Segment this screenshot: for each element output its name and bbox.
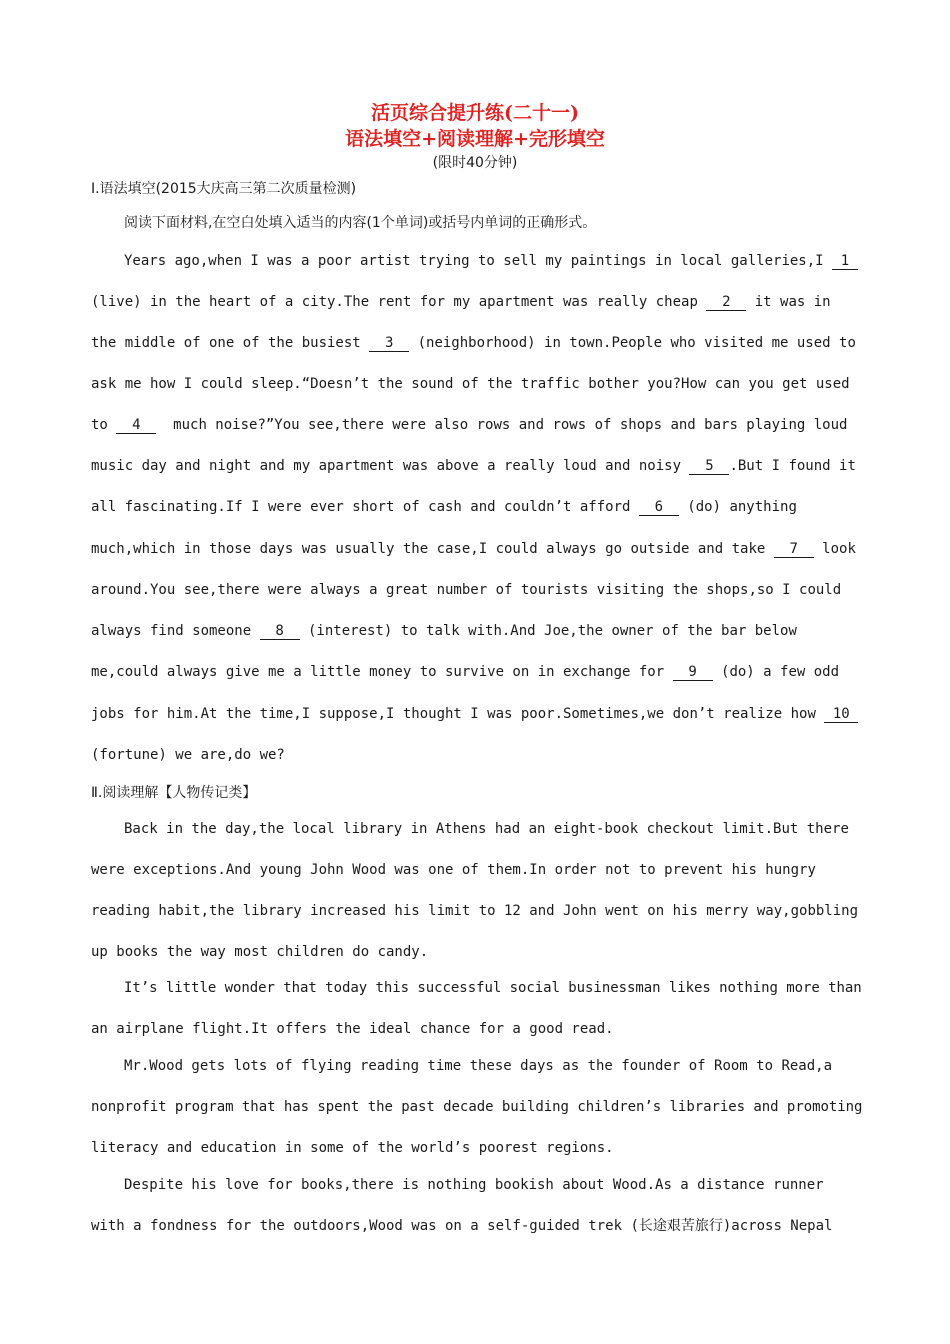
answer-blank-8[interactable]: 8 <box>260 623 300 640</box>
reading-line-5: It’s little wonder that today this successful social businessman likes nothing more than <box>124 980 862 996</box>
passage-line-7 <box>91 498 797 516</box>
answer-blank-3[interactable]: 3 <box>369 335 409 352</box>
text-after: it was in <box>746 294 831 310</box>
reading-line-1: Back in the day,the local library in Athens had an eight-book checkout limit.But there <box>124 821 849 837</box>
reading-line-2: were exceptions.And young John Wood was one of them.In order not to prevent his hungry <box>91 862 816 878</box>
text-before: Years ago,when I was a poor artist trying to sell my paintings in local galleries,I <box>124 253 833 269</box>
passage-line-2 <box>91 293 831 311</box>
reading-line-4: up books the way most children do candy. <box>91 944 429 960</box>
answer-blank-1[interactable]: 1 <box>832 253 858 270</box>
text-before: ask me how I could sleep.“Doesn’t the sound of the traffic bother you?How can you get used <box>91 376 850 392</box>
section-1-heading: Ⅰ.语法填空(2015大庆高三第二次质量检测) <box>91 181 357 197</box>
reading-line-10: Despite his love for books,there is nothing bookish about Wood.As a distance runner <box>124 1177 824 1193</box>
answer-blank-7[interactable]: 7 <box>774 541 814 558</box>
text-before: (fortune) we are,do we? <box>91 747 285 763</box>
reading-line-9: literacy and education in some of the world’s poorest regions. <box>91 1140 614 1156</box>
section-2-heading: Ⅱ.阅读理解【人物传记类】 <box>91 785 257 801</box>
answer-blank-6[interactable]: 6 <box>639 499 679 516</box>
reading-line-8: nonprofit program that has spent the past decade building children’s libraries and promoting <box>91 1099 863 1115</box>
reading-line-11: with a fondness for the outdoors,Wood was on a self-guided trek (长途艰苦旅行)across Nepal <box>91 1218 833 1234</box>
passage-line-1 <box>124 252 858 270</box>
time-limit: (限时40分钟) <box>432 155 518 171</box>
passage-line-4 <box>91 375 850 393</box>
answer-blank-2[interactable]: 2 <box>706 294 746 311</box>
passage-line-11 <box>91 663 839 681</box>
passage-line-9 <box>91 581 841 599</box>
text-after: much noise?”You see,there were also rows and rows of shops and bars playing loud <box>156 417 848 433</box>
answer-blank-9[interactable]: 9 <box>673 664 713 681</box>
passage-line-5 <box>91 416 847 434</box>
text-after: .But I found it <box>729 458 856 474</box>
answer-blank-4[interactable]: 4 <box>116 417 156 434</box>
passage-line-8 <box>91 540 856 558</box>
passage-line-12 <box>91 705 858 723</box>
text-after: (do) a few odd <box>712 664 840 680</box>
section-1-instruction: 阅读下面材料,在空白处填入适当的内容(1个单词)或括号内单词的正确形式。 <box>124 215 597 231</box>
worksheet-subtitle: 语法填空+阅读理解+完形填空 <box>345 128 605 150</box>
reading-line-7: Mr.Wood gets lots of flying reading time these days as the founder of Room to Read,a <box>124 1058 833 1074</box>
text-before: the middle of one of the busiest <box>91 335 370 351</box>
text-before: to <box>91 417 117 433</box>
text-after: (interest) to talk with.And Joe,the owner of the bar below <box>299 623 797 639</box>
passage-line-13 <box>91 746 285 764</box>
text-before: around.You see,there were always a great number of tourists visiting the shops,so I could <box>91 582 842 598</box>
passage-line-6 <box>91 457 856 475</box>
text-before: music day and night and my apartment was above a really loud and noisy <box>91 458 690 474</box>
text-before: much,which in those days was usually the case,I could always go outside and take <box>91 541 774 557</box>
answer-blank-5[interactable]: 5 <box>689 458 729 475</box>
text-after: look <box>813 541 856 557</box>
text-before: (live) in the heart of a city.The rent for my apartment was really cheap <box>91 294 707 310</box>
worksheet-title: 活页综合提升练(二十一) <box>371 102 579 124</box>
passage-line-3 <box>91 334 856 352</box>
reading-line-3: reading habit,the library increased his limit to 12 and John went on his merry way,gobbling <box>91 903 859 919</box>
text-after: (do) anything <box>678 499 797 515</box>
reading-line-6: an airplane flight.It offers the ideal chance for a good read. <box>91 1021 614 1037</box>
text-after: (neighborhood) in town.People who visited me used to <box>409 335 856 351</box>
text-before: jobs for him.At the time,I suppose,I thought I was poor.Sometimes,we don’t realize how <box>91 706 825 722</box>
text-before: me,could always give me a little money to survive on in exchange for <box>91 664 673 680</box>
passage-line-10 <box>91 622 797 640</box>
text-before: always find someone <box>91 623 260 639</box>
text-before: all fascinating.If I were ever short of cash and couldn’t afford <box>91 499 639 515</box>
answer-blank-10[interactable]: 10 <box>824 706 858 723</box>
